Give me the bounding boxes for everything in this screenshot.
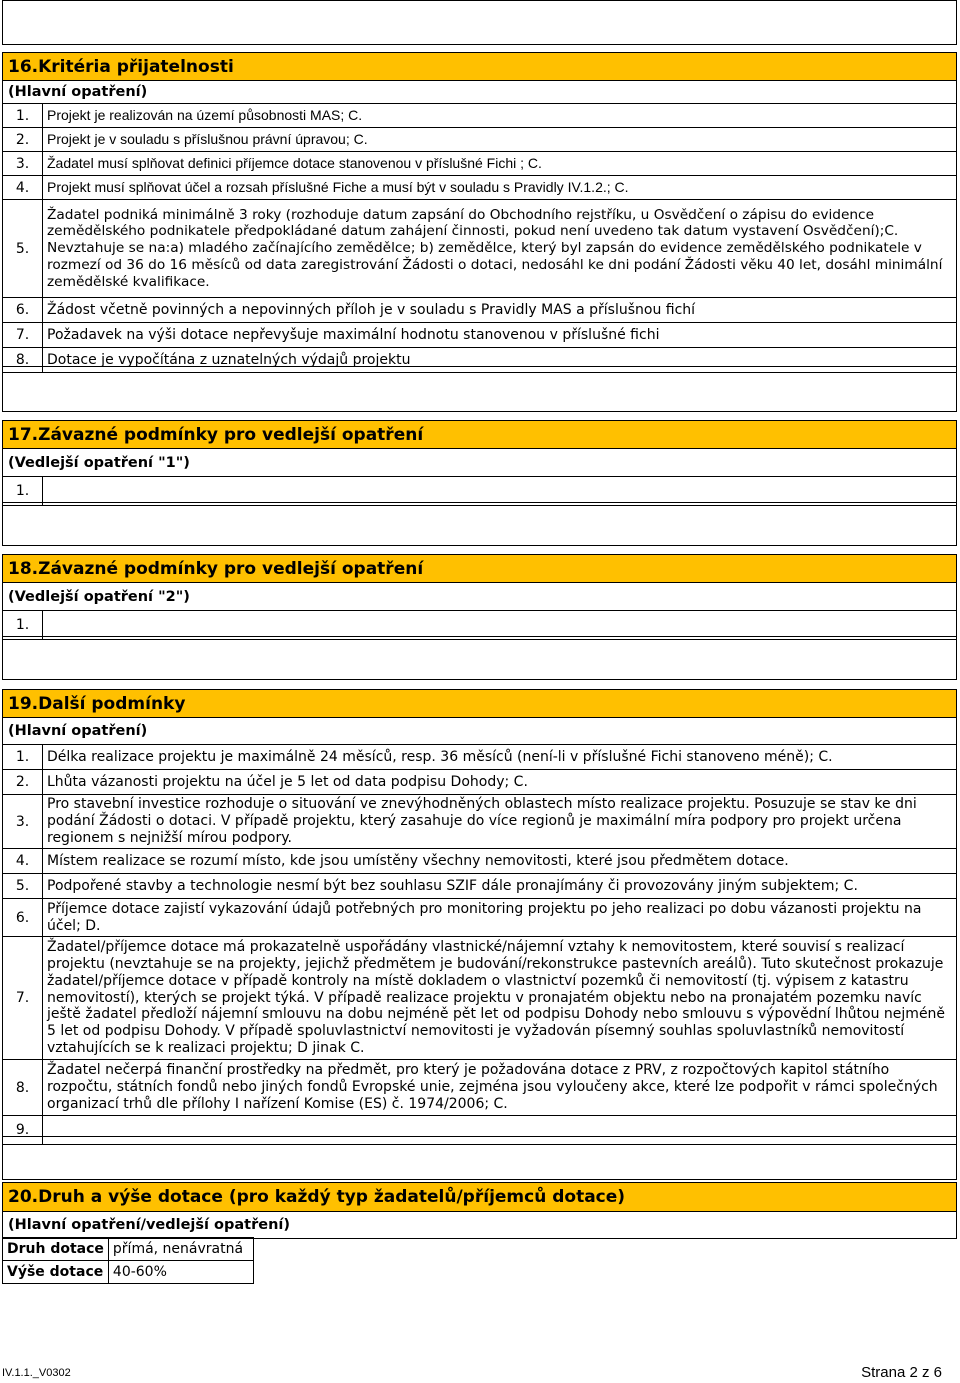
list-item: 2. Projekt je v souladu s příslušnou právní úpravou; C. bbox=[2, 128, 957, 152]
list-item: 5. Podpořené stavby a technologie nesmí být bez souhlasu SZIF dále pronajímány či provozovány jiným subjektem; C. bbox=[2, 874, 957, 899]
list-item: 1. bbox=[2, 611, 957, 640]
list-item: 2. Lhůta vázanosti projektu na účel je 5 let od data podpisu Dohody; C. bbox=[2, 770, 957, 795]
section-title: 17.Závazné podmínky pro vedlejší opatření bbox=[2, 420, 957, 449]
section-title: 18.Závazné podmínky pro vedlejší opatření bbox=[2, 554, 957, 583]
list-item: 1. Projekt je realizován na území působnosti MAS; C. bbox=[2, 104, 957, 128]
list-item: 6. Žádost včetně povinných a nepovinných příloh je v souladu s Pravidly MAS a příslušnou fichí bbox=[2, 298, 957, 323]
section-title: 16.Kritéria přijatelnosti bbox=[2, 52, 957, 81]
section-scope: (Vedlejší opatření "2") bbox=[2, 583, 957, 611]
section-19 bbox=[2, 689, 957, 1145]
list-item: 7. Požadavek na výši dotace nepřevyšuje maximální hodnotu stanovenou v příslušné fichi bbox=[2, 323, 957, 348]
blank-row bbox=[2, 502, 957, 546]
list-item: 7. Žadatel/příjemce dotace má prokazatelně uspořádány vlastnické/nájemní vztahy k nemovitostem, které souvisí s realizací projektu (nevztahuje se na projekty, jejichž předmětem je budování/rekonstrukce pastevních areálů). Tuto skutečnost prokazuje žadatel/příjemce dotace v případě kontroly na místě dokladem o vlastnictví pozemků či nemovitostí (tj. výpisem z katastru nemovitostí), kterých se projekt týká. V případě realizace projektu v pronajatém objektu nebo na pronajatém pozemku navíc ještě žadatel předloží nájemní smlouvu na dobu nejméně pět let od podpisu Dohody nebo smlouvu s výpovědní lhůtou nejméně 5 let od podpisu Dohody. V případě spoluvlastnictví nemovitosti je vyžadován písemný souhlas spoluvlastníků nemovitostí vztahujících se k realizaci projektu; D jinak C. bbox=[2, 937, 957, 1060]
subsidy-type-value: přímá, nenávratná bbox=[108, 1238, 253, 1261]
list-item: 5. Žadatel podniká minimálně 3 roky (rozhoduje datum zapsání do Obchodního rejstříku, u Osvědčení o zápisu do evidence zemědělského podnikatele předpokládané datum zahájení činnosti, pokud není uvedeno tak datum vystavení Osvědčení);C. Nevztahuje se na:a) mladého začínajícího zemědělce; b) zemědělce, který byl zapsán do evidence zemědělského podnikatele v rozmezí od 36 do 16 měsíců od data zaregistrování Žádosti o dotaci, nedosáhl ke dni podání Žádosti věku 40 let, dosáhl minimální zemědělské kvalifikace. bbox=[2, 200, 957, 298]
section-title: 20.Druh a výše dotace (pro každý typ žadatelů/příjemců dotace) bbox=[2, 1182, 957, 1212]
section-scope: (Vedlejší opatření "1") bbox=[2, 449, 957, 477]
list-item: 9. bbox=[2, 1116, 957, 1145]
table-row bbox=[3, 1238, 254, 1261]
section-scope: (Hlavní opatření/vedlejší opatření) bbox=[2, 1212, 957, 1239]
list-item: 4. Místem realizace se rozumí místo, kde jsou umístěny všechny nemovitosti, které jsou předmětem dotace. bbox=[2, 849, 957, 874]
section-17 bbox=[2, 420, 957, 506]
list-item: 3. Žadatel musí splňovat definici příjemce dotace stanovenou v příslušné Fichi ; C. bbox=[2, 152, 957, 176]
blank-row bbox=[2, 636, 957, 680]
list-item: 4. Projekt musí splňovat účel a rozsah příslušné Fiche a musí být v souladu s Pravidly IV.1.2.; C. bbox=[2, 176, 957, 200]
section-16 bbox=[2, 52, 957, 373]
page-number: Strana 2 z 6 bbox=[861, 1364, 942, 1381]
blank-row bbox=[2, 366, 957, 412]
list-item: 6. Příjemce dotace zajistí vykazování údajů potřebných pro monitoring projektu po jeho realizaci po dobu vázanosti projektu na účel; D. bbox=[2, 899, 957, 937]
blank-row-top bbox=[2, 0, 957, 45]
section-scope: (Hlavní opatření) bbox=[2, 81, 957, 104]
list-item: 3. Pro stavební investice rozhoduje o situování ve znevýhodněných oblastech místo realizace projektu. Posuzuje se stav ke dni podání Žádosti o dotaci. V případě projektu, který zasahuje do více regionů je maximální míra podpory pro projekt určena regionem s nejnižší mírou podpory. bbox=[2, 795, 957, 849]
list-item: 8. Žadatel nečerpá finanční prostředky na předmět, pro který je požadována dotace z PRV, z rozpočtových kapitol státního rozpočtu, státních fondů nebo jiných fondů Evropské unie, zejména jsou vyloučeny akce, které lze podpořit v rámci společných organizací trhů dle přílohy I nařízení Komise (ES) č. 1974/2006; C. bbox=[2, 1060, 957, 1116]
list-item: 1. Délka realizace projektu je maximálně 24 měsíců, resp. 36 měsíců (není-li v příslušné Fichi stanoveno méně); C. bbox=[2, 745, 957, 770]
section-title: 19.Další podmínky bbox=[2, 689, 957, 718]
list-item: 1. bbox=[2, 477, 957, 506]
subsidy-table bbox=[2, 1237, 254, 1284]
subsidy-amount-value: 40-60% bbox=[108, 1261, 253, 1284]
table-row bbox=[3, 1261, 254, 1284]
subsidy-amount-label: Výše dotace bbox=[3, 1261, 109, 1284]
section-20 bbox=[2, 1182, 957, 1239]
section-18 bbox=[2, 554, 957, 640]
section-scope: (Hlavní opatření) bbox=[2, 718, 957, 745]
list-item: 8. Dotace je vypočítána z uznatelných výdajů projektu bbox=[2, 348, 957, 373]
document-code: IV.1.1._V0302 bbox=[2, 1367, 71, 1379]
subsidy-type-label: Druh dotace bbox=[3, 1238, 109, 1261]
blank-row bbox=[2, 1136, 957, 1180]
